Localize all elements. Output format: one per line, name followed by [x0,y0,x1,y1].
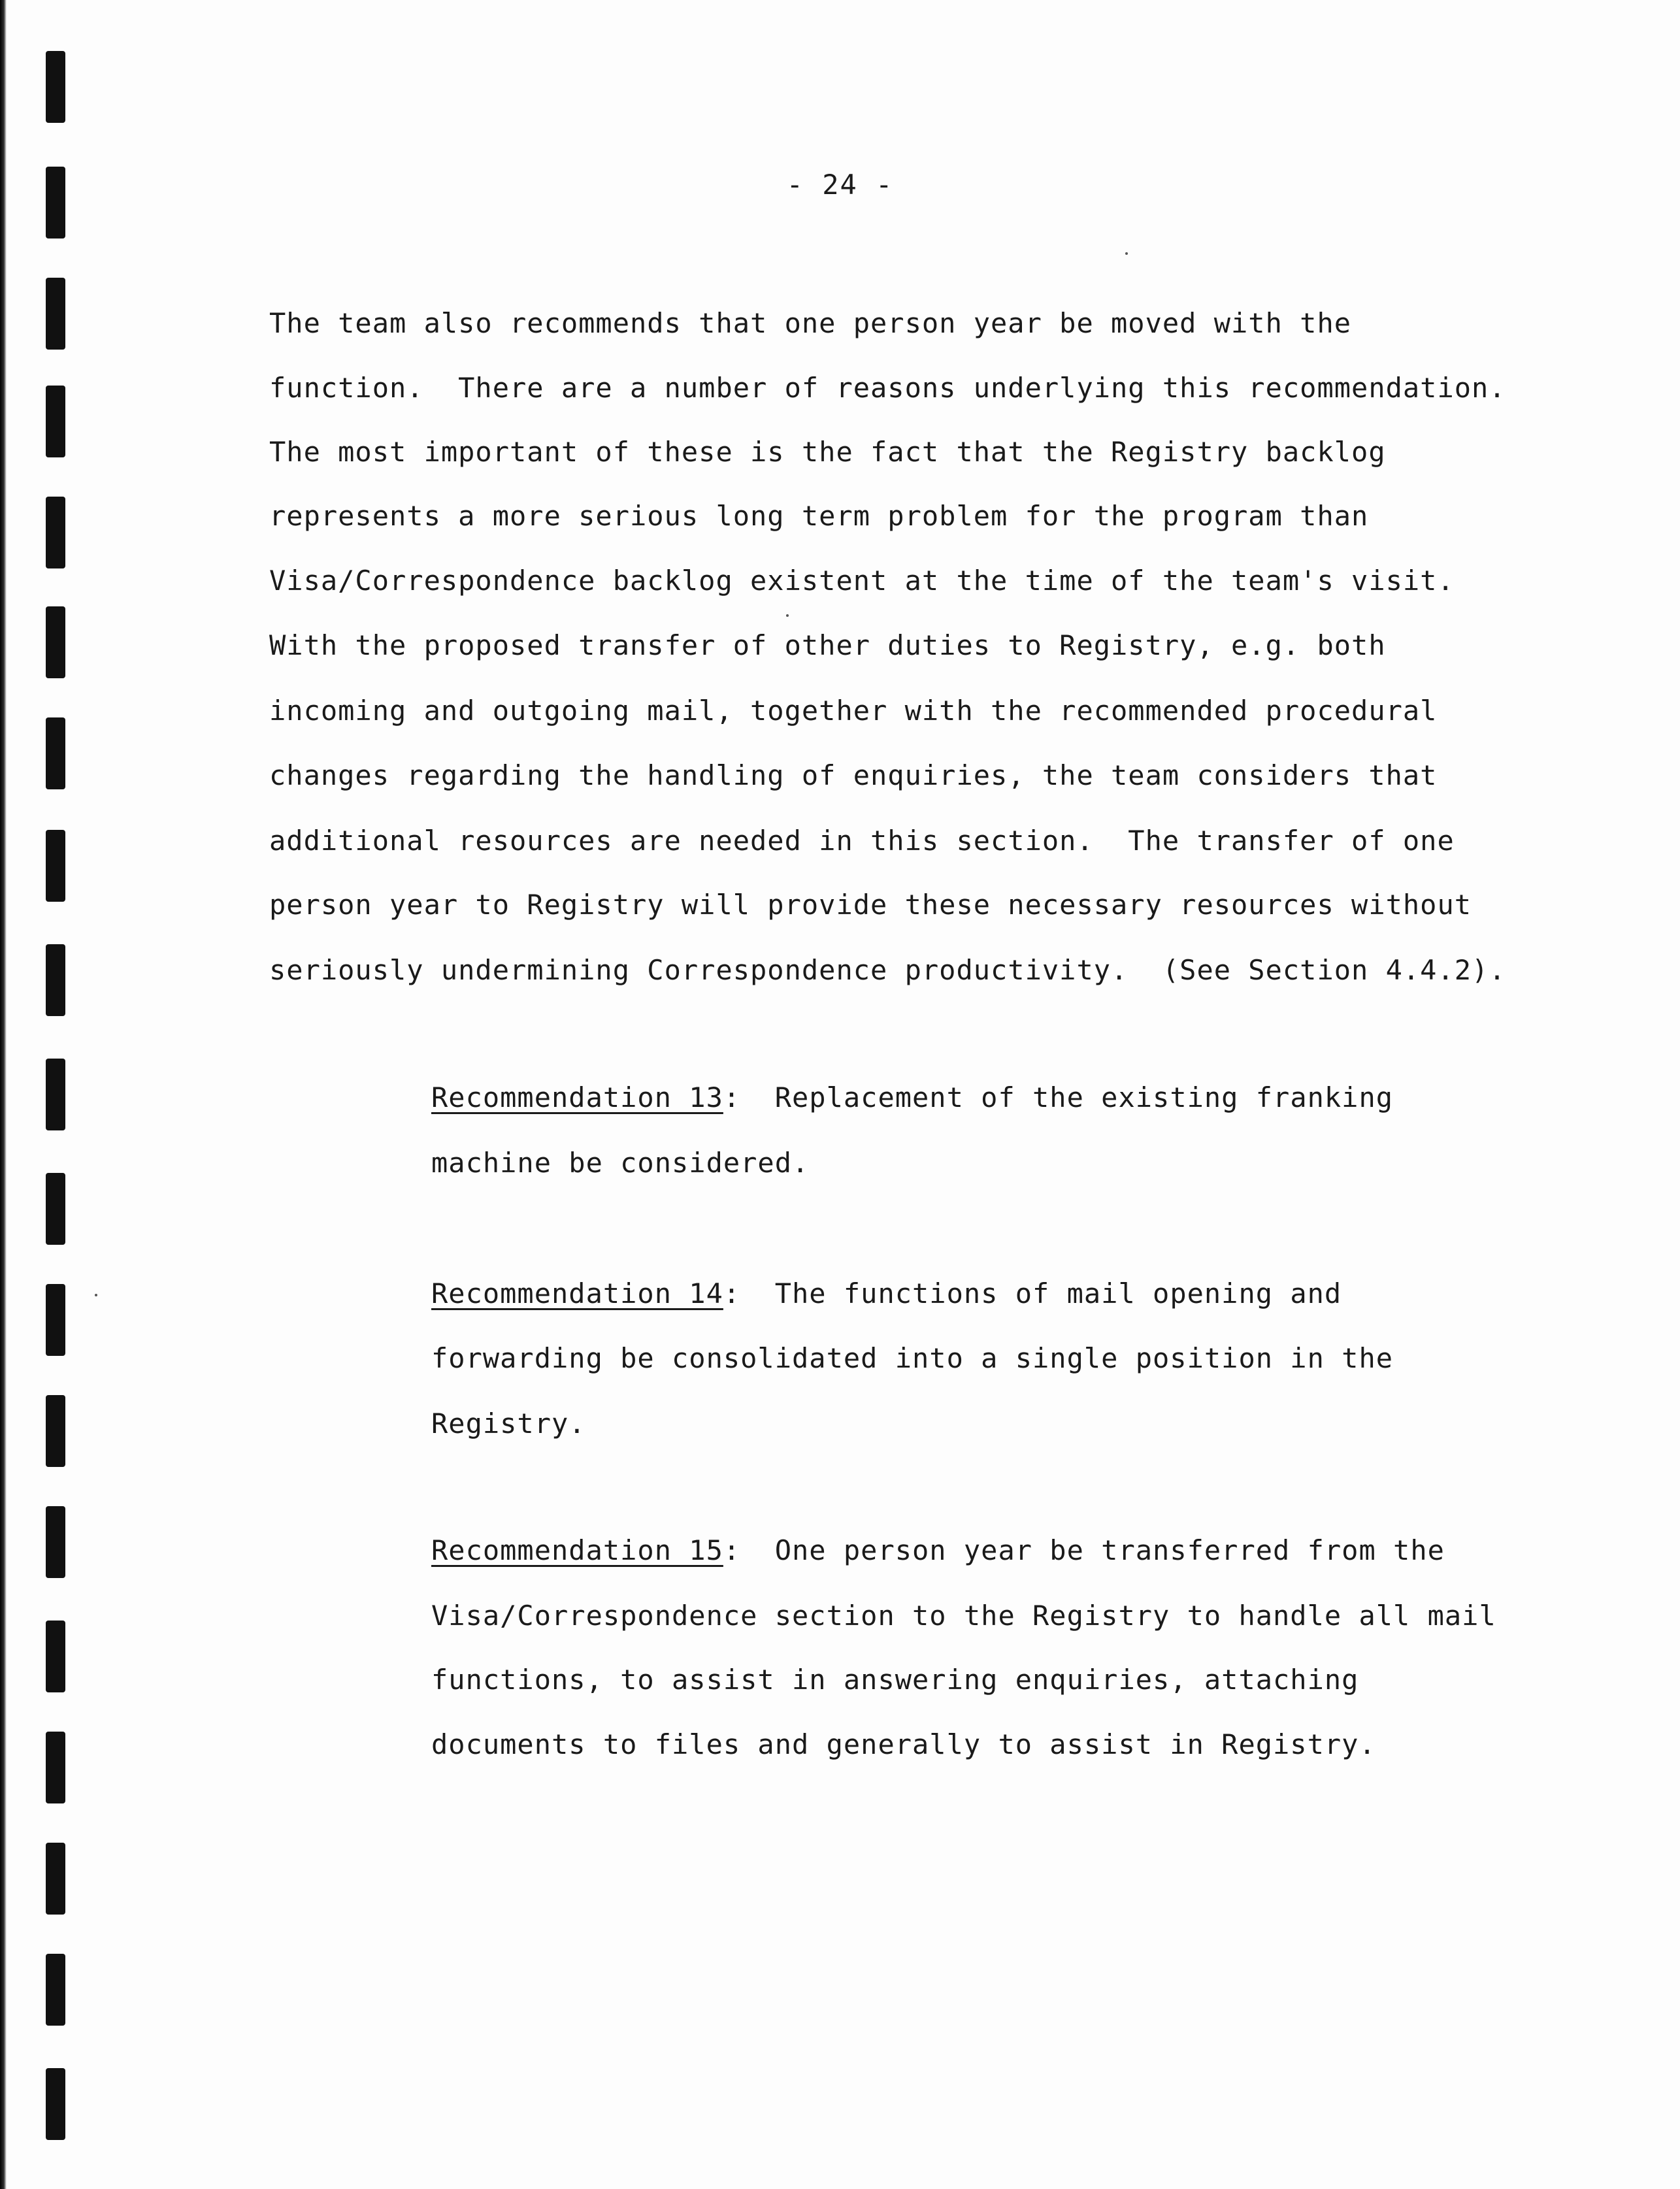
punch-hole-8 [46,830,65,902]
recommendation-label: Recommendation 14 [431,1277,723,1309]
recommendation-text: : One person year be transferred from the [723,1534,1445,1566]
recommendation-label: Recommendation 13 [431,1081,723,1113]
body-line: seriously undermining Correspondence productivity. (See Section 4.4.2). [269,954,1506,986]
body-line: function. There are a number of reasons underlying this recommendation. [269,372,1506,404]
recommendation-line: documents to files and generally to assist in Registry. [431,1728,1376,1760]
recommendation-line: machine be considered. [431,1147,810,1179]
body-line: incoming and outgoing mail, together with the recommended procedural [269,695,1438,727]
punch-hole-6 [46,606,65,678]
recommendation-label: Recommendation 15 [431,1534,723,1566]
scan-speck [786,614,789,617]
recommendation-text: : Replacement of the existing franking [723,1081,1394,1113]
punch-hole-18 [46,1954,65,2026]
body-line: The team also recommends that one person year be moved with the [269,307,1352,339]
punch-hole-12 [46,1284,65,1356]
punch-hole-14 [46,1506,65,1578]
page-number: - 24 - [786,169,894,201]
scan-speck [95,1294,97,1296]
punch-hole-11 [46,1173,65,1245]
punch-hole-15 [46,1621,65,1692]
body-line: With the proposed transfer of other duties to Registry, e.g. both [269,629,1386,661]
punch-hole-16 [46,1732,65,1803]
recommendation-text: : The functions of mail opening and [723,1277,1342,1309]
punch-hole-1 [46,51,65,123]
body-line: person year to Registry will provide these necessary resources without [269,889,1472,921]
punch-hole-13 [46,1395,65,1467]
body-line: represents a more serious long term problem for the program than [269,500,1369,532]
recommendation-heading-line [431,1081,1393,1114]
punch-hole-17 [46,1843,65,1915]
recommendation-line: functions, to assist in answering enquiries, attaching [431,1664,1359,1696]
recommendation-line: Visa/Correspondence section to the Registry to handle all mail [431,1600,1496,1632]
punch-hole-7 [46,717,65,789]
recommendation-line: Registry. [431,1407,586,1440]
punch-hole-5 [46,497,65,568]
punch-hole-3 [46,278,65,350]
scan-speck [1125,252,1128,255]
punch-hole-19 [46,2068,65,2140]
punch-hole-9 [46,944,65,1016]
body-line: changes regarding the handling of enquiries, the team considers that [269,759,1438,791]
body-line: The most important of these is the fact that the Registry backlog [269,436,1386,468]
recommendation-heading-line [431,1534,1445,1567]
body-line: additional resources are needed in this section. The transfer of one [269,825,1455,857]
recommendation-line: forwarding be consolidated into a single position in the [431,1342,1394,1374]
punch-hole-4 [46,386,65,457]
punch-hole-10 [46,1059,65,1130]
binding-edge [0,0,7,2189]
body-line: Visa/Correspondence backlog existent at the time of the team's visit. [269,565,1455,597]
recommendation-heading-line [431,1277,1342,1310]
